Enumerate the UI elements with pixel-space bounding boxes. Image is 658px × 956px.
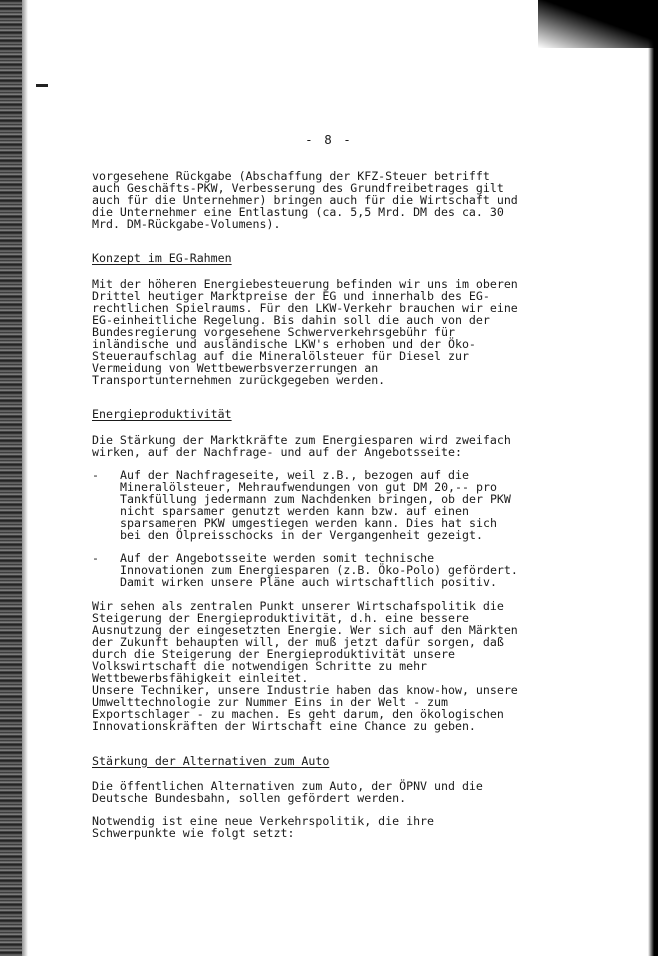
page-number: - 8 - (305, 132, 353, 147)
scan-corner-shadow (538, 0, 658, 48)
list-item-text: Auf der Nachfrageseite, weil z.B., bezogen auf die Mineralölsteuer, Mehraufwendungen von gut DM 20,-- pro Tankfüllung jedermann zum Nachdenken bringen, ob der PKW nicht sparsamer genutzt werden kann bzw. auf einen sparsameren PKW umgestiegen werden kann. Dies hat sich bei den Ölpreisschocks in der Vergangenheit gezeigt. (120, 467, 511, 543)
heading-alternativen-zum-auto: Stärkung der Alternativen zum Auto (92, 753, 330, 768)
paragraph-oepnv: Die öffentlichen Alternativen zum Auto, der ÖPNV und die Deutsche Bundesbahn, sollen gefördert werden. (92, 778, 483, 805)
paragraph-verkehrspolitik: Notwendig ist eine neue Verkehrspolitik, die ihre Schwerpunkte wie folgt setzt: (92, 813, 435, 840)
paragraph-wirtschaftspolitik: Wir sehen als zentralen Punkt unserer Wirtschafspolitik die Steigerung der Energieproduktivität, d.h. eine bessere Ausnutzung der eingesetzten Energie. Wer sich auf den Märkten der Zukunft behaupten will, der muß jetzt dafür sorgen, daß durch die Steigerung der Energieproduktivität unsere Volkswirtschaft die notwendigen Schritte zu mehr Wettbewerbsfähigkeit einleitet. (92, 598, 518, 686)
list-item-angebotsseite (92, 552, 522, 588)
bullet-list (92, 469, 522, 589)
heading-konzept-eg-rahmen: Konzept im EG-Rahmen (92, 251, 232, 266)
list-item-text: Auf der Angebotsseite werden somit technische Innovationen zum Energiesparen (z.B. Öko-Polo) gefördert. Damit wirken unsere Pläne auch wirtschaftlich positiv. (120, 551, 518, 590)
paragraph-energiebesteuerung: Mit der höheren Energiebesteuerung befinden wir uns im oberen Drittel heutiger Marktpreise der EG und innerhalb des EG-rechtlichen Spielraums. Für den LKW-Verkehr brauchen wir eine EG-einheitliche Regelung. Bis dahin soll die auch von der Bundesregierung vorgesehene Schwerverkehrsgebühr für inländische und ausländische LKW's erhoben und der Öko-Steueraufschlag auf die Mineralölsteuer für Diesel zur Vermeidung von Wettbewerbsverzerrungen an Transportunternehmen zurückgegeben werden. (92, 276, 518, 388)
paragraph-techniker: Unsere Techniker, unsere Industrie haben das know-how, unsere Umwelttechnologie zur Nummer Eins in der Welt - zum Exportschlager - zu machen. Es geht darum, den ökologischen Innovationskräften der Wirtschaft eine Chance zu geben. (92, 683, 518, 734)
bullet-dash: - (92, 551, 99, 566)
paragraph-rueckgabe: vorgesehene Rückgabe (Abschaffung der KFZ-Steuer betrifft auch Geschäfts-PKW, Verbesserung des Grundfreibetrages gilt auch für die Unternehmer) bringen auch für die Wirtschaft und die Unternehmer eine Entlastung (ca. 5,5 Mrd. DM des ca. 30 Mrd. DM-Rückgabe-Volumens). (92, 169, 518, 232)
paragraph-marktkraefte: Die Stärkung der Marktkräfte zum Energiesparen wird zweifach wirken, auf der Nachfrage- und auf der Angebotsseite: (92, 432, 511, 459)
scan-mark (36, 84, 48, 87)
list-item-nachfrageseite (92, 469, 522, 542)
bullet-dash: - (92, 467, 99, 482)
heading-energieproduktivitaet: Energieproduktivität (92, 407, 232, 422)
document-body (92, 170, 522, 839)
